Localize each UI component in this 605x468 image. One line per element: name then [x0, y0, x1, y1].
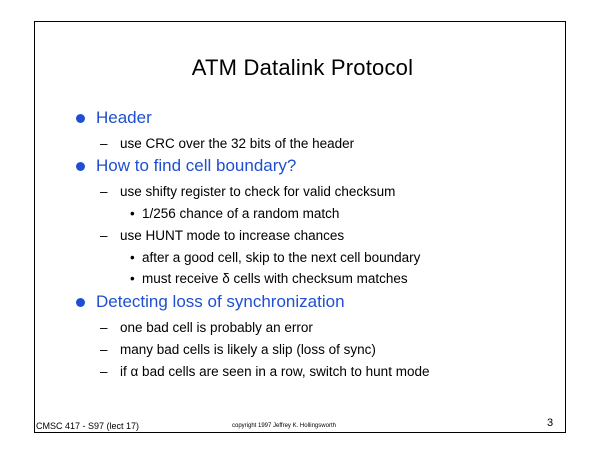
bullet-text: Header	[96, 108, 152, 127]
bullet-dot-icon	[76, 298, 85, 307]
bullet-text: How to find cell boundary?	[96, 156, 297, 175]
dash-item	[100, 318, 313, 336]
footer-copyright: copyright 1997 Jeffrey K. Hollingsworth	[232, 423, 336, 429]
bullet-dot-icon	[76, 162, 85, 171]
dash-marker: –	[100, 227, 108, 243]
dash-text: many bad cells is likely a slip (loss of sync)	[120, 341, 376, 357]
dash-item	[100, 226, 344, 244]
sub-marker: •	[130, 205, 135, 221]
dash-text: use shifty register to check for valid checksum	[120, 183, 396, 199]
bullet-sync-loss	[76, 292, 345, 312]
sub-item	[130, 204, 339, 222]
page-number: 3	[547, 417, 554, 429]
sub-text: 1/256 chance of a random match	[142, 205, 340, 221]
dash-text: use CRC over the 32 bits of the header	[120, 135, 355, 151]
bullet-header	[76, 108, 152, 128]
footer-course: CMSC 417 - S97 (lect 17)	[36, 421, 140, 431]
sub-marker: •	[130, 270, 135, 286]
dash-marker: –	[100, 183, 108, 199]
dash-marker: –	[100, 135, 108, 151]
dash-text: if α bad cells are seen in a row, switch to hunt mode	[120, 363, 430, 379]
dash-item	[100, 134, 354, 152]
dash-item	[100, 362, 429, 380]
bullet-cell-boundary	[76, 156, 296, 176]
sub-text: must receive δ cells with checksum matches	[142, 270, 408, 286]
dash-text: use HUNT mode to increase chances	[120, 227, 345, 243]
bullet-dot-icon	[76, 114, 85, 123]
dash-item	[100, 182, 395, 200]
sub-item	[130, 269, 408, 287]
sub-text: after a good cell, skip to the next cell boundary	[142, 249, 421, 265]
dash-text: one bad cell is probably an error	[120, 319, 313, 335]
sub-marker: •	[130, 249, 135, 265]
dash-item	[100, 340, 376, 358]
bullet-text: Detecting loss of synchronization	[96, 292, 345, 311]
dash-marker: –	[100, 319, 108, 335]
dash-marker: –	[100, 341, 108, 357]
slide-title: ATM Datalink Protocol	[191, 55, 414, 80]
sub-item	[130, 248, 420, 266]
dash-marker: –	[100, 363, 108, 379]
